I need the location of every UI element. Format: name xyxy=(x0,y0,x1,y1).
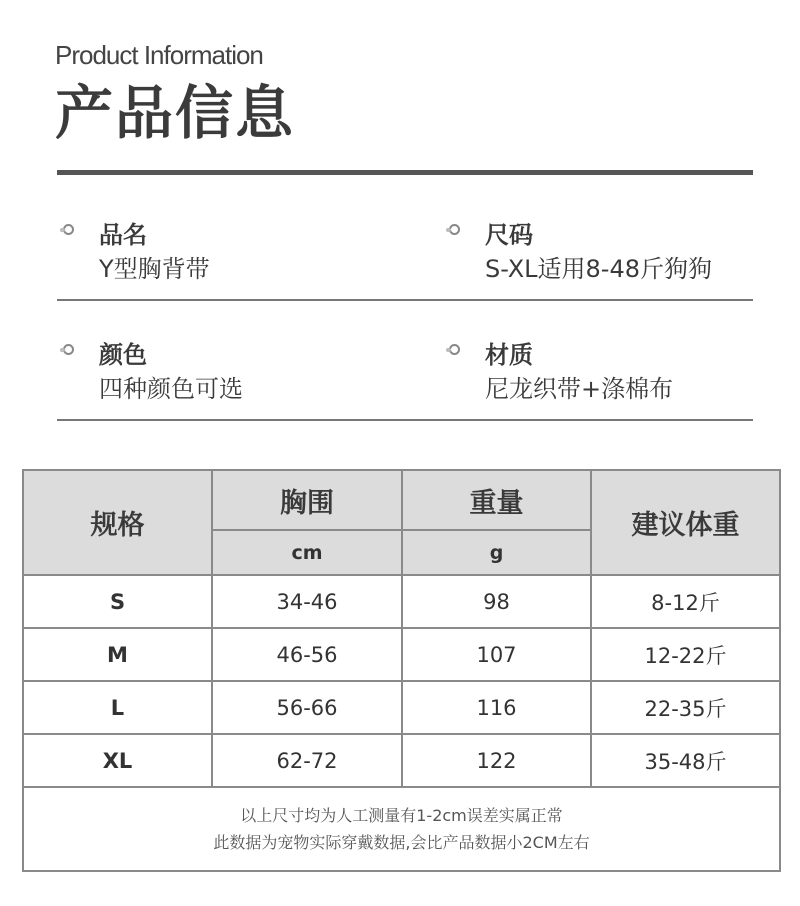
chest-cell: 34-46 xyxy=(212,575,402,628)
note-line: 以上尺寸均为人工测量有1-2cm误差实属正常 xyxy=(240,806,563,825)
info-row-2 xyxy=(57,335,753,423)
bullet-icon xyxy=(449,344,460,355)
info-label: 颜色 xyxy=(99,341,147,369)
info-divider xyxy=(57,299,753,301)
size-cell: L xyxy=(23,681,212,734)
size-cell: M xyxy=(23,628,212,681)
header-chest-unit: cm xyxy=(212,530,402,575)
header-spec: 规格 xyxy=(23,470,212,575)
info-value: S-XL适用8-48斤狗狗 xyxy=(485,255,712,283)
table-row xyxy=(23,575,780,628)
note-line: 此数据为宠物实际穿戴数据,会比产品数据小2CM左右 xyxy=(213,833,590,852)
suggested-weight-cell: 12-22斤 xyxy=(591,628,780,681)
weight-cell: 116 xyxy=(402,681,591,734)
weight-cell: 107 xyxy=(402,628,591,681)
info-value: 四种颜色可选 xyxy=(99,375,243,403)
info-value: Y型胸背带 xyxy=(99,255,210,283)
suggested-weight-cell: 35-48斤 xyxy=(591,734,780,787)
table-row xyxy=(23,628,780,681)
size-cell: XL xyxy=(23,734,212,787)
chest-cell: 46-56 xyxy=(212,628,402,681)
info-divider xyxy=(57,419,753,421)
table-note-row xyxy=(23,787,780,871)
table-row xyxy=(23,734,780,787)
suggested-weight-cell: 8-12斤 xyxy=(591,575,780,628)
size-cell: S xyxy=(23,575,212,628)
suggested-weight-cell: 22-35斤 xyxy=(591,681,780,734)
header-weight-unit: g xyxy=(402,530,591,575)
title-divider xyxy=(57,170,753,175)
header-suggested-weight: 建议体重 xyxy=(591,470,780,575)
subtitle: Product Information xyxy=(55,40,263,70)
table-note xyxy=(23,787,780,871)
info-row-1 xyxy=(57,215,753,303)
chest-cell: 62-72 xyxy=(212,734,402,787)
bullet-icon xyxy=(449,224,460,235)
chest-cell: 56-66 xyxy=(212,681,402,734)
info-value: 尼龙织带+涤棉布 xyxy=(485,375,674,403)
table-row xyxy=(23,681,780,734)
page-title: 产品信息 xyxy=(55,79,296,147)
bullet-icon xyxy=(63,224,74,235)
header-weight: 重量 xyxy=(402,470,591,530)
header-chest: 胸围 xyxy=(212,470,402,530)
info-label: 材质 xyxy=(485,341,533,369)
weight-cell: 98 xyxy=(402,575,591,628)
info-label: 尺码 xyxy=(485,221,533,249)
size-table xyxy=(22,469,781,872)
bullet-icon xyxy=(63,344,74,355)
weight-cell: 122 xyxy=(402,734,591,787)
info-label: 品名 xyxy=(99,221,147,249)
